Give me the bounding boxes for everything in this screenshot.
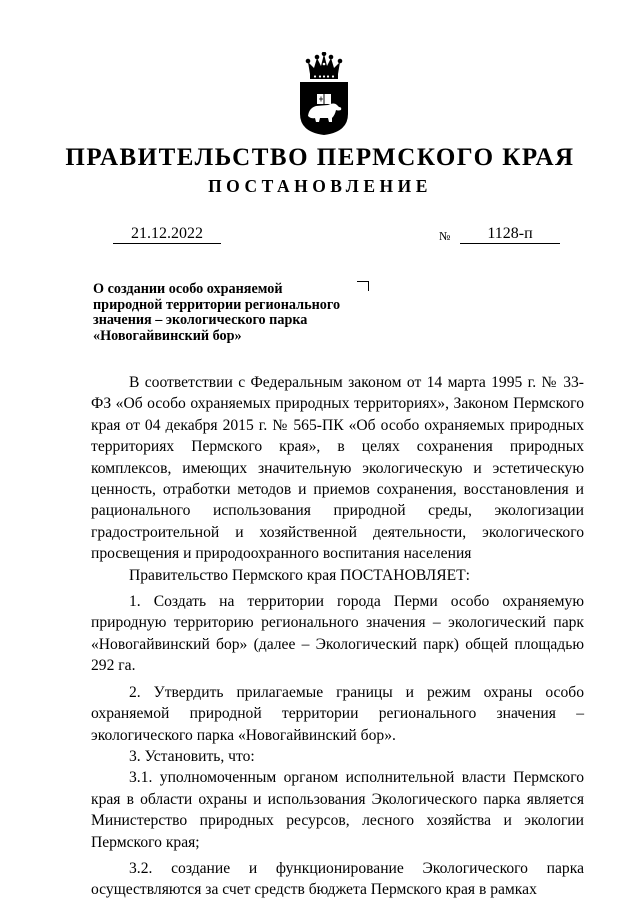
document-body <box>91 372 584 901</box>
clause-3-1: 3.1. уполномоченным органом исполнительной власти Пермского края в области охраны и использования Экологического парка является Министерство природных ресурсов, лесного хозяйства и экологии Пермского края; <box>91 769 584 851</box>
document-subject <box>93 282 373 344</box>
subject-line: «Новогайвинский бор» <box>93 327 242 344</box>
subject-line: О создании особо охраняемой <box>93 281 283 297</box>
document-type-title: ПОСТАНОВЛЕНИЕ <box>208 176 432 196</box>
coat-of-arms-emblem <box>297 52 351 136</box>
resolution-heading: Правительство Пермского края ПОСТАНОВЛЯЕТ: <box>129 566 470 584</box>
government-title: ПРАВИТЕЛЬСТВО ПЕРМСКОГО КРАЯ <box>65 144 575 171</box>
document-number: 1128-п <box>460 224 560 244</box>
subject-line: значения – экологического парка <box>93 312 308 328</box>
number-sign: № <box>439 229 451 243</box>
preamble-paragraph: В соответствии с Федеральным законом от 14 марта 1995 г. № 33-ФЗ «Об особо охраняемых природных территориях», Законом Пермского края от 04 декабря 2015 г. № 565-ПК «Об особо охраняемых природных территориях Пермского края», в целях сохранения природных комплексов, имеющих значительную экологическую и эстетическую ценность, отработки методов и приемов сохранения, восстановления и рационального использования природной среды, экологизации градостроительной и хозяйственной деятельности, экологического просвещения и природоохранного воспитания населения <box>91 374 584 563</box>
document-date: 21.12.2022 <box>113 224 221 244</box>
clause-1: 1. Создать на территории города Перми особо охраняемую природную территорию регионального значения – экологический парк «Новогайвинский бор» (далее – Экологический парк) общей площадью 292 га. <box>91 593 584 675</box>
subject-line: природной территории регионального <box>93 296 341 313</box>
corner-bracket-mark <box>357 281 369 291</box>
clause-3-2: 3.2. создание и функционирование Экологического парка осуществляются за счет средств бюджета Пермского края в рамках <box>91 859 584 899</box>
clause-3: 3. Установить, что: <box>129 747 255 765</box>
clause-2: 2. Утвердить прилагаемые границы и режим охраны особо охраняемой природной территории регионального значения – экологического парка «Новогайвинский бор». <box>91 683 584 744</box>
